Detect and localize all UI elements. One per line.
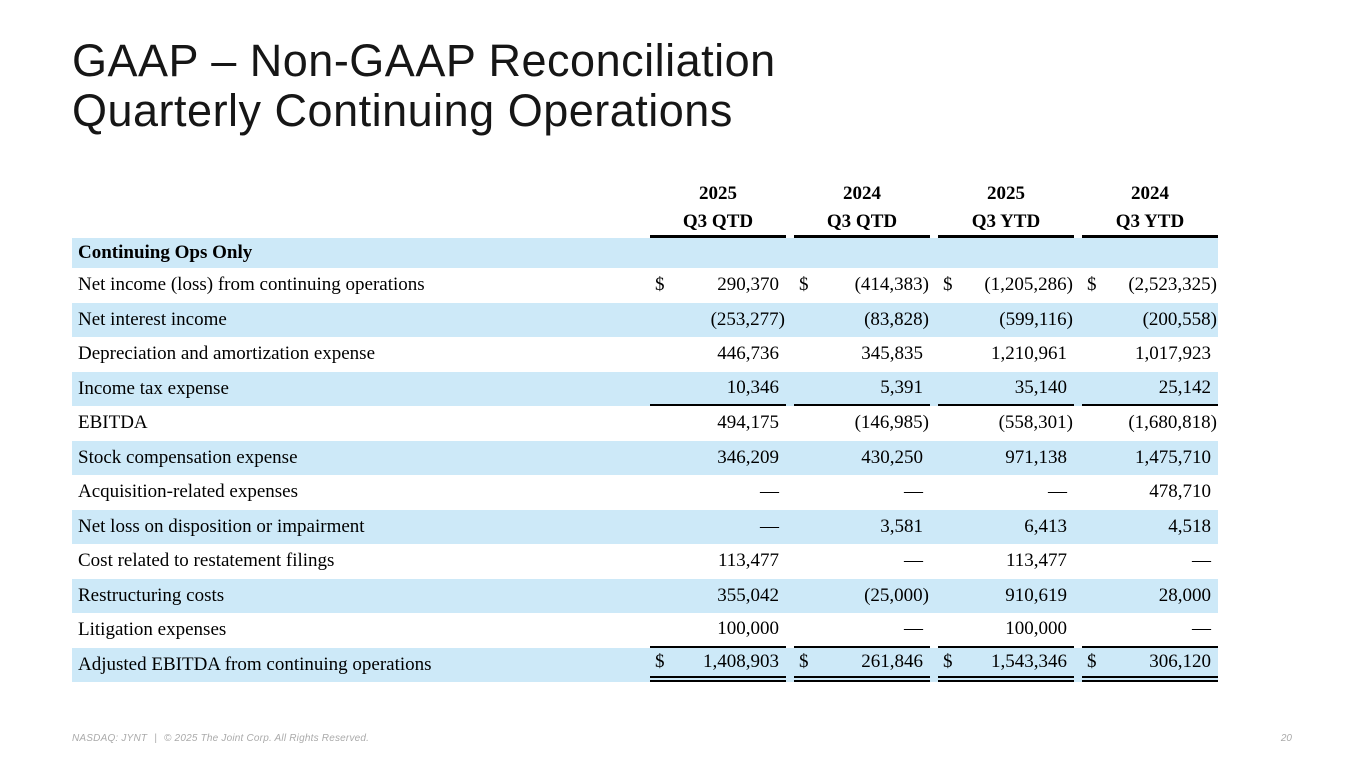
value-cell xyxy=(650,613,786,648)
dollar-sign: $ xyxy=(943,650,953,672)
table-row xyxy=(72,303,1218,338)
dollar-sign: $ xyxy=(655,650,665,672)
dollar-sign: $ xyxy=(799,274,809,296)
value-text: 910,619 xyxy=(1005,584,1067,606)
column-header-period: Q3 YTD xyxy=(1082,209,1218,238)
value-text: 446,736 xyxy=(717,343,779,365)
value-text: 113,477 xyxy=(717,550,779,572)
value-wrap xyxy=(794,337,930,372)
value-cell xyxy=(650,372,786,407)
table-row xyxy=(72,613,1218,648)
value-text: (146,985) xyxy=(854,412,929,434)
section-header: Continuing Ops Only xyxy=(72,238,1218,268)
value-cell xyxy=(650,648,786,683)
row-label: Acquisition-related expenses xyxy=(78,481,299,503)
value-wrap xyxy=(1082,372,1218,405)
value-text: 1,475,710 xyxy=(1135,446,1211,468)
table-row xyxy=(72,268,1218,303)
column-header-year: 2024 xyxy=(1131,182,1169,204)
value-text: 430,250 xyxy=(861,446,923,468)
value-wrap xyxy=(650,510,786,545)
value-cell xyxy=(794,441,930,476)
table-row xyxy=(72,510,1218,545)
row-label: Cost related to restatement filings xyxy=(78,550,335,572)
value-cell xyxy=(650,303,786,338)
value-cell xyxy=(1082,303,1218,338)
value-wrap xyxy=(650,475,786,510)
value-wrap xyxy=(938,337,1074,372)
column-header-period: Q3 QTD xyxy=(794,209,930,238)
value-wrap xyxy=(1082,579,1218,614)
value-text: — xyxy=(1192,618,1211,640)
value-wrap xyxy=(794,441,930,476)
value-cell xyxy=(938,648,1074,683)
table-row xyxy=(72,441,1218,476)
footer-separator: | xyxy=(154,733,158,744)
value-cell xyxy=(1082,372,1218,407)
value-text: (253,277) xyxy=(710,308,785,330)
table-row xyxy=(72,579,1218,614)
title-line-1: GAAP – Non-GAAP Reconciliation xyxy=(72,35,776,86)
table-row xyxy=(72,406,1218,441)
value-cell xyxy=(938,579,1074,614)
value-wrap xyxy=(938,475,1074,510)
value-wrap xyxy=(794,475,930,510)
row-label: Litigation expenses xyxy=(78,619,227,641)
table-header-period-row xyxy=(72,209,1218,238)
table-row xyxy=(72,337,1218,372)
value-cell xyxy=(794,303,930,338)
value-wrap xyxy=(1082,337,1218,372)
value-cell xyxy=(650,579,786,614)
value-text: (2,523,325) xyxy=(1128,274,1217,296)
value-wrap xyxy=(1082,613,1218,646)
value-wrap xyxy=(938,303,1074,338)
value-wrap xyxy=(1082,648,1218,677)
value-wrap xyxy=(1082,303,1218,338)
value-wrap xyxy=(1082,441,1218,476)
value-cell xyxy=(1082,441,1218,476)
value-wrap xyxy=(794,510,930,545)
value-cell xyxy=(1082,544,1218,579)
footer-copyright: © 2025 The Joint Corp. All Rights Reserved. xyxy=(164,733,370,744)
value-cell xyxy=(1082,337,1218,372)
value-wrap xyxy=(938,372,1074,405)
dollar-sign: $ xyxy=(655,274,665,296)
value-text: 345,835 xyxy=(861,343,923,365)
value-text: 25,142 xyxy=(1158,376,1211,398)
value-cell xyxy=(938,441,1074,476)
value-cell xyxy=(938,372,1074,407)
value-text: 346,209 xyxy=(717,446,779,468)
value-cell xyxy=(650,406,786,441)
dollar-sign: $ xyxy=(1087,274,1097,296)
value-wrap xyxy=(650,372,786,405)
value-cell xyxy=(794,475,930,510)
row-label: Income tax expense xyxy=(78,377,229,399)
value-text: — xyxy=(1048,481,1067,503)
value-cell xyxy=(650,510,786,545)
row-label: Net income (loss) from continuing operations xyxy=(78,274,425,296)
row-label: Depreciation and amortization expense xyxy=(78,343,376,365)
table-row xyxy=(72,648,1218,683)
value-cell xyxy=(938,544,1074,579)
value-cell xyxy=(794,579,930,614)
value-text: (1,680,818) xyxy=(1128,412,1217,434)
page-number: 20 xyxy=(1280,733,1292,744)
row-label: Net loss on disposition or impairment xyxy=(78,515,365,537)
value-cell xyxy=(650,475,786,510)
value-text: 100,000 xyxy=(1005,618,1067,640)
value-text: 478,710 xyxy=(1149,481,1211,503)
value-text: 1,017,923 xyxy=(1135,343,1211,365)
value-text: — xyxy=(904,618,923,640)
value-cell xyxy=(938,268,1074,303)
value-text: 1,408,903 xyxy=(703,650,779,672)
value-cell xyxy=(1082,579,1218,614)
value-wrap xyxy=(794,372,930,405)
header-spacer xyxy=(72,178,642,209)
value-text: (1,205,286) xyxy=(984,274,1073,296)
column-header-period: Q3 QTD xyxy=(650,209,786,238)
value-text: (599,116) xyxy=(999,308,1073,330)
value-wrap xyxy=(938,613,1074,646)
value-text: 306,120 xyxy=(1149,650,1211,672)
value-wrap xyxy=(1082,406,1218,441)
value-wrap xyxy=(650,268,786,303)
value-text: 1,543,346 xyxy=(991,650,1067,672)
value-text: 113,477 xyxy=(1005,550,1067,572)
value-cell xyxy=(794,544,930,579)
value-cell xyxy=(794,372,930,407)
value-cell xyxy=(650,337,786,372)
footer xyxy=(72,733,369,744)
value-text: (558,301) xyxy=(998,412,1073,434)
column-header-year: 2024 xyxy=(843,182,881,204)
value-wrap xyxy=(1082,268,1218,303)
value-wrap xyxy=(1082,475,1218,510)
value-wrap xyxy=(938,648,1074,677)
row-label: Net interest income xyxy=(78,308,227,330)
header-spacer xyxy=(72,209,642,238)
value-text: (414,383) xyxy=(854,274,929,296)
table-row xyxy=(72,544,1218,579)
value-text: 494,175 xyxy=(717,412,779,434)
value-cell xyxy=(650,268,786,303)
column-header-year: 2025 xyxy=(987,182,1025,204)
value-wrap xyxy=(650,648,786,677)
value-wrap xyxy=(794,303,930,338)
value-wrap xyxy=(794,613,930,646)
dollar-sign: $ xyxy=(1087,650,1097,672)
value-wrap xyxy=(938,268,1074,303)
row-label: Restructuring costs xyxy=(78,584,225,606)
value-cell xyxy=(794,510,930,545)
value-text: — xyxy=(760,515,779,537)
value-cell xyxy=(794,648,930,683)
value-wrap xyxy=(650,544,786,579)
value-wrap xyxy=(650,441,786,476)
column-header-period: Q3 YTD xyxy=(938,209,1074,238)
value-wrap xyxy=(938,544,1074,579)
value-text: 5,391 xyxy=(880,376,923,398)
value-text: — xyxy=(904,550,923,572)
value-cell xyxy=(1082,648,1218,683)
row-label: Adjusted EBITDA from continuing operations xyxy=(78,653,432,675)
value-wrap xyxy=(938,406,1074,441)
table-header-year-row xyxy=(72,178,1218,209)
row-label: EBITDA xyxy=(78,412,148,434)
value-text: (200,558) xyxy=(1142,308,1217,330)
value-cell xyxy=(1082,510,1218,545)
value-cell xyxy=(1082,268,1218,303)
value-wrap xyxy=(650,579,786,614)
value-wrap xyxy=(938,441,1074,476)
value-wrap xyxy=(650,406,786,441)
value-text: 355,042 xyxy=(717,584,779,606)
value-text: 100,000 xyxy=(717,618,779,640)
value-cell xyxy=(650,441,786,476)
value-wrap xyxy=(650,303,786,338)
value-text: 261,846 xyxy=(861,650,923,672)
value-cell xyxy=(938,303,1074,338)
value-text: (83,828) xyxy=(864,308,929,330)
value-cell xyxy=(938,613,1074,648)
table-row xyxy=(72,372,1218,407)
value-cell xyxy=(938,510,1074,545)
value-cell xyxy=(938,406,1074,441)
value-wrap xyxy=(938,510,1074,545)
value-text: 35,140 xyxy=(1014,376,1067,398)
value-text: — xyxy=(1192,550,1211,572)
value-wrap xyxy=(938,579,1074,614)
value-wrap xyxy=(650,613,786,646)
value-text: — xyxy=(904,481,923,503)
column-header-year: 2025 xyxy=(699,182,737,204)
page-title xyxy=(72,36,776,136)
value-wrap xyxy=(650,337,786,372)
value-cell xyxy=(1082,613,1218,648)
footer-ticker: NASDAQ: JYNT xyxy=(72,733,148,744)
value-cell xyxy=(1082,475,1218,510)
value-text: — xyxy=(760,481,779,503)
value-text: 971,138 xyxy=(1005,446,1067,468)
value-text: (25,000) xyxy=(864,584,929,606)
value-text: 10,346 xyxy=(726,376,779,398)
value-cell xyxy=(794,337,930,372)
value-text: 3,581 xyxy=(880,515,923,537)
title-line-2: Quarterly Continuing Operations xyxy=(72,85,733,136)
value-cell xyxy=(938,475,1074,510)
value-wrap xyxy=(794,648,930,677)
value-cell xyxy=(1082,406,1218,441)
value-wrap xyxy=(794,544,930,579)
value-text: 290,370 xyxy=(717,274,779,296)
value-cell xyxy=(794,613,930,648)
value-wrap xyxy=(794,406,930,441)
value-wrap xyxy=(794,268,930,303)
dollar-sign: $ xyxy=(799,650,809,672)
value-wrap xyxy=(1082,510,1218,545)
value-text: 4,518 xyxy=(1168,515,1211,537)
value-text: 1,210,961 xyxy=(991,343,1067,365)
reconciliation-table xyxy=(72,178,1218,682)
value-cell xyxy=(794,406,930,441)
table-row xyxy=(72,475,1218,510)
value-cell xyxy=(650,544,786,579)
value-wrap xyxy=(1082,544,1218,579)
dollar-sign: $ xyxy=(943,274,953,296)
row-label: Stock compensation expense xyxy=(78,446,298,468)
value-text: 28,000 xyxy=(1158,584,1211,606)
value-text: 6,413 xyxy=(1024,515,1067,537)
value-cell xyxy=(794,268,930,303)
value-cell xyxy=(938,337,1074,372)
value-wrap xyxy=(794,579,930,614)
